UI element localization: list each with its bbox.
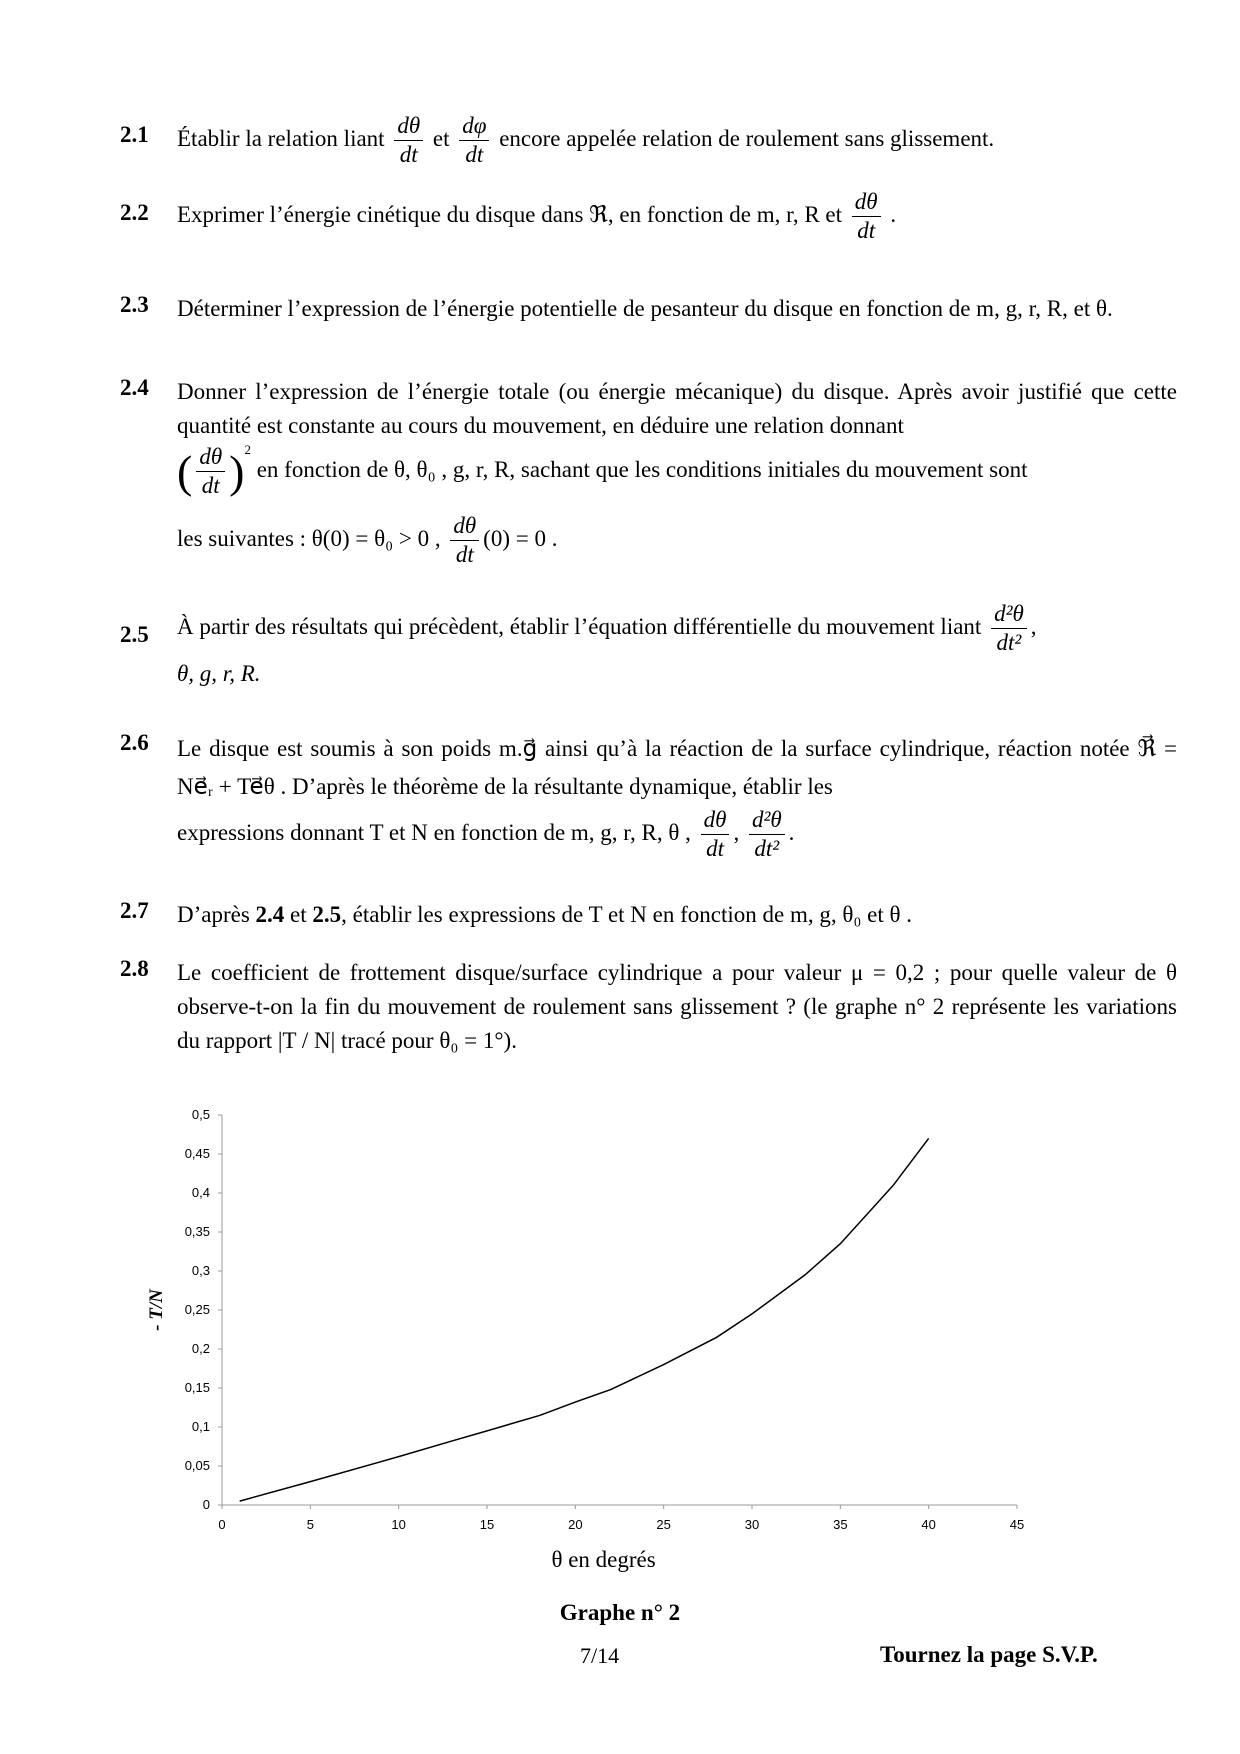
x-tick-label: 25	[656, 1517, 671, 1532]
question-number: 2.1	[120, 122, 149, 147]
x-tick-label: 45	[1009, 1517, 1025, 1532]
fraction: $\frac{d\theta}{dt}$	[701, 806, 730, 863]
question-number: 2.4	[120, 375, 149, 400]
x-tick-label: 40	[921, 1517, 936, 1532]
x-tick-label: 5	[306, 1517, 314, 1532]
x-tick-label: 30	[744, 1517, 760, 1532]
fraction: $\frac{\text{d²θ}}{\text{dt²}}$	[749, 806, 785, 863]
question-number: 2.6	[120, 730, 149, 755]
question-number: 2.8	[120, 956, 149, 981]
y-tick-label: 0,05	[184, 1458, 210, 1473]
y-tick-label: 0,4	[191, 1185, 210, 1200]
graph-2	[146, 1095, 1050, 1572]
fraction: $\frac{d\varphi}{dt}$	[459, 112, 489, 169]
question-text: D’après 2.4 et 2.5, établir les expressions de T et N en fonction de m, g, θ₀ et θ .	[177, 902, 913, 927]
x-tick-label: 15	[479, 1517, 495, 1532]
y-tick-label: 0,1	[191, 1419, 210, 1434]
fraction: $\frac{d\theta}{dt}$	[394, 112, 423, 169]
y-tick-label: 0,5	[191, 1107, 210, 1122]
question-text: Exprimer l’énergie cinétique du disque dans ℜ, en fonction de m, r, R et $\frac{d\theta}{dt}$ .	[177, 189, 897, 243]
question-number: 2.7	[120, 898, 149, 923]
question-number: 2.5	[120, 622, 149, 647]
page-number: 7/14	[580, 1643, 620, 1668]
x-tick-label: 10	[391, 1517, 406, 1532]
figure-caption: Graphe n° 2	[559, 1600, 681, 1625]
question-text: Le coefficient de frottement disque/surface cylindrique a pour valeur μ = 0,2 ; pour quelle valeur de θ observe-t-on la fin du mouvement de roulement sans glissement ? (le graphe n° 2 représente les variations du rapport |T / N| tracé pour θ₀ = 1°).	[177, 960, 1177, 1053]
question-text: Établir la relation liant $\frac{d\theta}{dt}$ et $\frac{d\varphi}{dt}$ encore appelée relation de roulement sans glissement.	[177, 113, 995, 167]
x-tick-label: 20	[568, 1517, 583, 1532]
question-text: Le disque est soumis à son poids m.g⃗ ainsi qu’à la réaction de la surface cylindrique, réaction notée ℜ⃗ = Ne⃗ᵣ + Te⃗θ . D’après le théorème de la résultante dynamique, établir les expressions donnant T et N en fonction de m, g, r, R, θ , $\frac{d\theta}{dt}$ , $\frac{\text{d²θ}}{\text{dt²}}$ .	[177, 736, 1177, 861]
y-tick-label: 0,2	[191, 1341, 210, 1356]
y-axis-label: - T/N	[146, 1289, 167, 1331]
y-tick-label: 0,25	[184, 1302, 210, 1317]
x-axis-label: θ en degrés	[551, 1547, 656, 1572]
y-tick-label: 0,45	[184, 1146, 210, 1161]
x-tick-label: 0	[218, 1517, 226, 1532]
fraction-parenthesized: ( $\frac{d\theta}{dt}$ ) $^2$	[177, 442, 251, 498]
fraction: $\frac{\text{d²θ}}{\text{dt²}}$	[991, 600, 1027, 657]
data-series-line	[240, 1138, 929, 1501]
turn-page-note: Tournez la page S.V.P.	[880, 1642, 1098, 1667]
y-tick-label: 0,15	[184, 1380, 210, 1395]
fraction: $\frac{d\theta}{dt}$	[450, 512, 479, 569]
y-tick-label: 0	[202, 1497, 210, 1512]
line-chart	[146, 1095, 1050, 1572]
x-tick-label: 35	[833, 1517, 848, 1532]
fraction: $\frac{d\theta}{dt}$	[852, 188, 881, 245]
question-text: Déterminer l’expression de l’énergie potentielle de pesanteur du disque en fonction de m, g, r, R, et θ.	[177, 296, 1113, 321]
question-text: À partir des résultats qui précèdent, établir l’équation différentielle du mouvement liant $\frac{\text{d²θ}}{\text{dt²}}$ , θ, g, r, R.	[177, 601, 1037, 686]
y-tick-label: 0,3	[191, 1263, 210, 1278]
y-tick-label: 0,35	[184, 1224, 210, 1239]
question-number: 2.3	[120, 292, 149, 317]
question-text: Donner l’expression de l’énergie totale (ou énergie mécanique) du disque. Après avoir justifié que cette quantité est constante au cours du mouvement, en déduire une relation donnant ( $\frac{d\theta}{dt}$ ) $^2$ en fonction de θ, θ₀ , g, r, R, sachant que les conditions initiales du mouvement sont les suivantes : θ(0) = θ₀ > 0 , $\frac{d\theta}{dt}$ (0) = 0 .	[177, 379, 1177, 567]
question-number: 2.2	[120, 200, 149, 225]
